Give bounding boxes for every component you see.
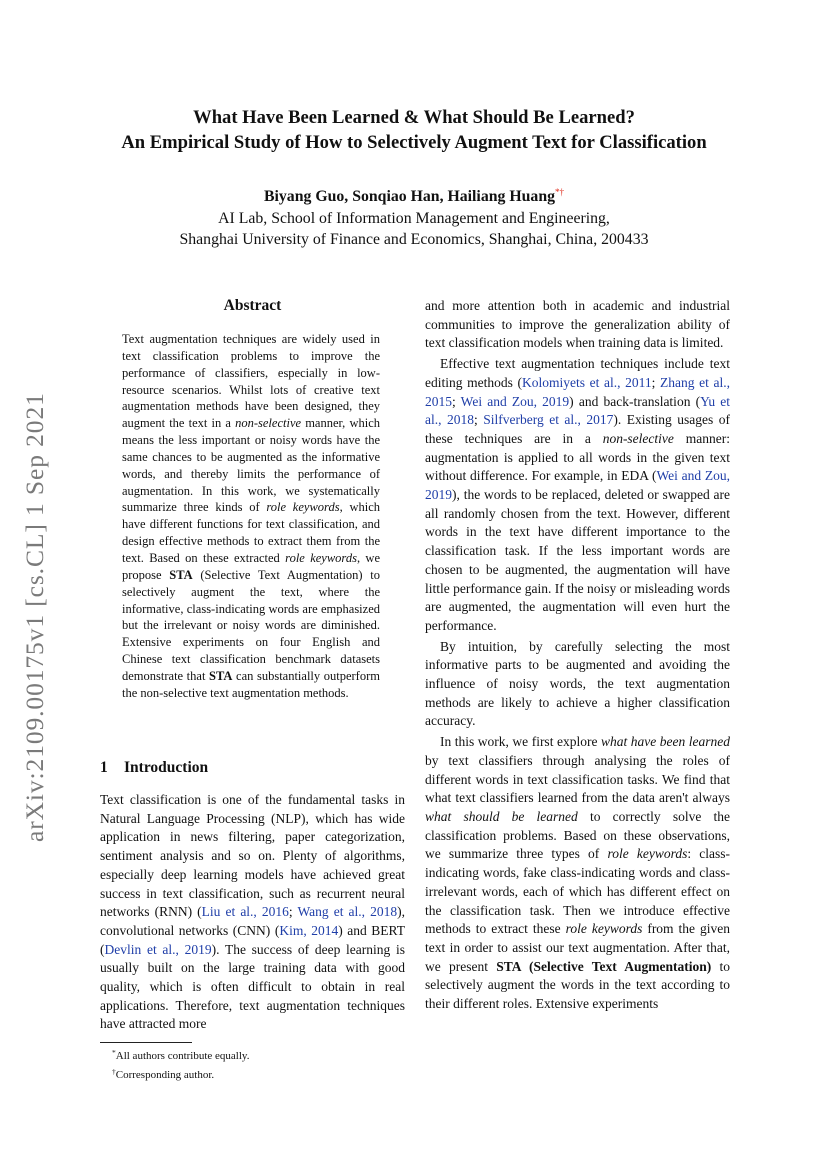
footnote-divider (100, 1042, 192, 1043)
section-heading-introduction (100, 759, 405, 777)
section-title: Introduction (124, 759, 209, 776)
paragraph-intuition: By intuition, by carefully selecting the most informative parts to be augmented and avoiding the influence of noisy words, the text augmentation methods are likely to achieve a higher classification accuracy. (425, 638, 730, 729)
citation-link[interactable]: Yu et al., 2018 (425, 393, 730, 428)
footnote-2: †Corresponding author. (112, 1067, 215, 1081)
section-number: 1 (100, 759, 108, 776)
affiliation-line-1: AI Lab, School of Information Management and Engineering, (218, 209, 610, 227)
abstract-body: Text augmentation techniques are widely used in text classification problems to improve the performance of classifiers, especially in low-resource scenarios. Whilst lots of creative text augmentation methods have been designed, they augment the text in a non-selective manner, which means the less important or noisy words have the same chances to be augmented as the informative words, and thereby limits the performance of augmentation. In this work, we systematically summarize three kinds of role keywords, which have different functions for text classification, and design effective methods to extract them from the text. Based on these extracted role keywords, we propose STA (Selective Text Augmentation) to selectively augment the text, where the informative, class-indicating words are emphasized but the irrelevant or noisy words are diminished. Extensive experiments on four English and Chinese text classification benchmark datasets demonstrate that STA can substantially outperform the non-selective text augmentation methods. (122, 332, 381, 700)
citation-link[interactable]: Zhang et al., 2015 (425, 374, 730, 409)
citation-link[interactable]: Liu et al., 2016 (201, 904, 289, 920)
arxiv-identifier-stamp: arXiv:2109.00175v1 [cs.CL] 1 Sep 2021 (20, 392, 49, 842)
paragraph-existing-techniques: Effective text augmentation techniques include text editing methods (Kolomiyets et al., 2011; Zhang et al., 2015; Wei and Zou, 2019) and back-translation (Yu et al., 2018; Silfverberg et al., 2017). Existing usages of these techniques are in a non-selective manner: augmentation is applied to all words in the given text without difference. For example, in EDA (Wei and Zou, 2019), the words to be replaced, deleted or swapped are all randomly chosen from the text. However, different words in the text have different importance to the classification task. If the less important words are chosen to be augmented, the augmentation will have little performance gain. If the noisy or misleading words are augmented, the augmentation will even hurt the performance. (425, 356, 730, 633)
author-list: Biyang Guo, Sonqiao Han, Hailiang Huang (263, 188, 556, 205)
citation-link[interactable]: Wang et al., 2018 (297, 904, 398, 920)
paragraph-this-work: In this work, we first explore what have been learned by text classifiers through analysing the roles of different words in text classification tasks. We find that what text classifiers learned from the data aren't always what should be learned to correctly solve the classification problems. Based on these observations, we summarize three types of role keywords: class-indicating words, fake class-indicating words and class-irrelevant words, each of which has different effect on the classification task. Then we introduce effective methods to extract these role keywords from the given text in order to assist our text augmentation. After that, we present STA (Selective Text Augmentation) to selectively augment the words in the text according to their different roles. Extensive experiments (425, 734, 731, 1012)
paragraph-continuation: and more attention both in academic and industrial communities to improve the generalization ability of text classification models when training data is limited. (425, 298, 730, 351)
title-line-2: An Empirical Study of How to Selectively Augment Text for Classification (121, 131, 707, 153)
citation-link[interactable]: Kim, 2014 (279, 922, 339, 938)
affiliation-line-2: Shanghai University of Finance and Economics, Shanghai, China, 200433 (179, 231, 649, 248)
introduction-paragraph-1: Text classification is one of the fundamental tasks in Natural Language Processing (NLP), which has wide application in news filtering, paper categorization, sentiment analysis and so on. Plenty of algorithms, especially deep learning models have achieved great success in text classification, such as recurrent neural networks (RNN) (Liu et al., 2016; Wang et al., 2018), convolutional networks (CNN) (Kim, 2014) and BERT (Devlin et al., 2019). The success of deep learning is usually built on the large training data with good quality, which is often difficult to obtain in real applications. Therefore, text augmentation techniques have attracted more (100, 792, 405, 1032)
paper-title (0, 106, 828, 155)
citation-link[interactable]: Silfverberg et al., 2017 (483, 412, 614, 428)
title-line-1: What Have Been Learned & What Should Be Learned? (193, 107, 635, 128)
footnote-marks: *† (555, 187, 565, 197)
author-block (0, 182, 828, 251)
citation-link[interactable]: Kolomiyets et al., 2011 (522, 374, 652, 390)
citation-link[interactable]: Devlin et al., 2019 (104, 941, 212, 957)
citation-link[interactable]: Wei and Zou, 2019 (425, 468, 730, 503)
footnotes (112, 1045, 249, 1083)
citation-link[interactable]: Wei and Zou, 2019 (460, 393, 570, 409)
author-names (0, 182, 828, 208)
abstract-heading: Abstract (223, 297, 282, 314)
footnote-1: *All authors contribute equally. (112, 1048, 250, 1062)
right-column-text (425, 297, 730, 1014)
